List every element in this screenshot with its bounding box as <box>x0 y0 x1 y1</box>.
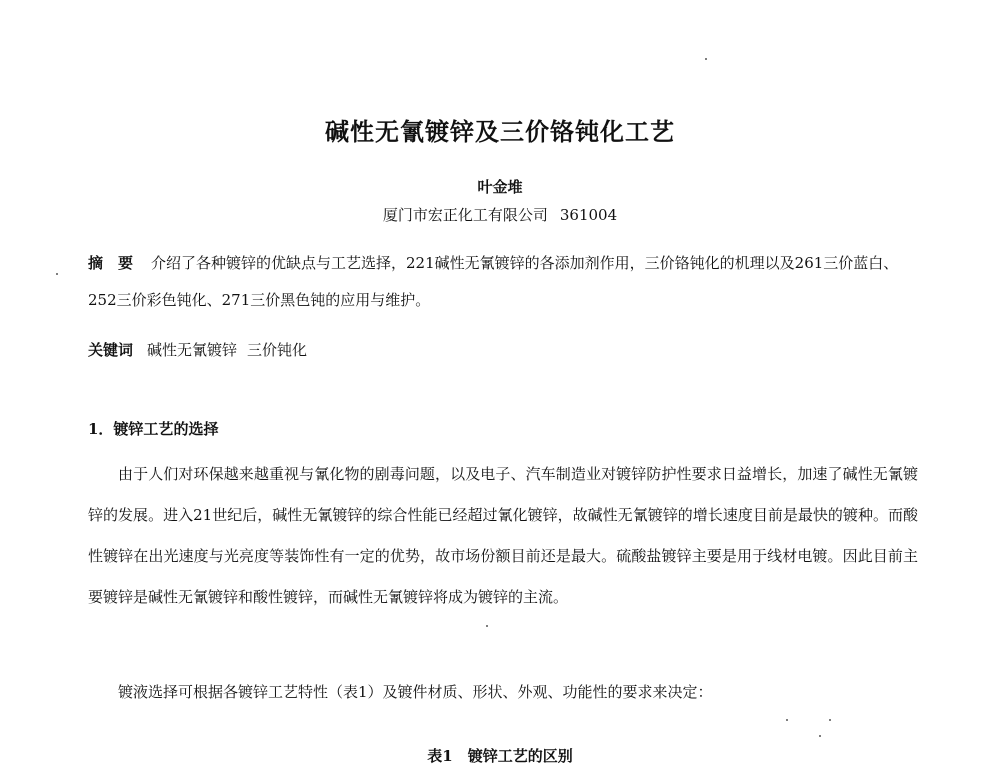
scan-speck <box>56 273 58 275</box>
keywords-label: 关键词 <box>88 341 134 359</box>
body-paragraph: 镀液选择可根据各镀锌工艺特性（表1）及镀件材质、形状、外观、功能性的要求来决定： <box>118 683 713 701</box>
table-caption: 表1 镀锌工艺的区别 <box>427 747 573 765</box>
scan-speck <box>705 58 707 60</box>
abstract-text: 介绍了各种镀锌的优缺点与工艺选择，221碱性无氰镀锌的各添加剂作用，三价铬钝化的机理以及261三价蓝白、252三价彩色钝化、271三价黑色钝的应用与维护。 <box>88 254 899 309</box>
section-heading: 1．镀锌工艺的选择 <box>88 420 219 438</box>
body-paragraph: 由于人们对环保越来越重视与氰化物的剧毒问题，以及电子、汽车制造业对镀锌防护性要求日益增长，加速了碱性无氰镀锌的发展。进入21世纪后，碱性无氰镀锌的综合性能已经超过氰化镀锌，故碱性无氰镀锌的增长速度目前是最快的镀种。而酸性镀锌在出光速度与光亮度等装饰性有一定的优势，故市场份额目前还是最大。硫酸盐镀锌主要是用于线材电镀。因此目前主要镀锌是碱性无氰镀锌和酸性镀锌，而碱性无氰镀锌将成为镀锌的主流。 <box>88 465 918 606</box>
affiliation-name: 厦门市宏正化工有限公司 <box>382 206 548 224</box>
keyword-item: 三价钝化 <box>247 341 308 359</box>
abstract-label: 摘 要 <box>88 254 134 272</box>
abstract <box>88 245 918 319</box>
keywords <box>88 332 918 369</box>
postcode: 361004 <box>559 206 618 224</box>
scan-speck <box>786 719 788 721</box>
scan-speck <box>819 735 821 737</box>
paper-title: 碱性无氰镀锌及三价铬钝化工艺 <box>325 118 675 146</box>
affiliation-line <box>0 204 1000 225</box>
keyword-item: 碱性无氰镀锌 <box>147 341 238 359</box>
author-name: 叶金堆 <box>477 178 523 196</box>
scan-speck <box>829 719 831 721</box>
scan-speck <box>486 625 488 627</box>
